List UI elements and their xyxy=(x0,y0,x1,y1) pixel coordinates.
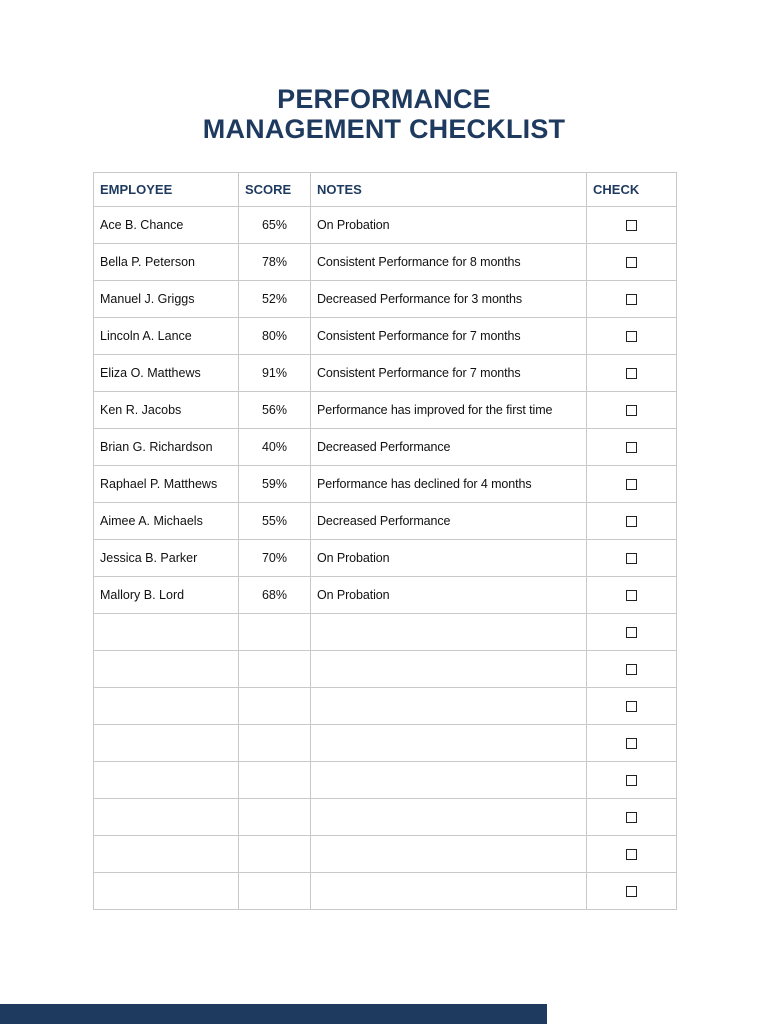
score-cell: 55% xyxy=(239,503,311,540)
table-row xyxy=(94,614,677,651)
check-cell xyxy=(587,577,677,614)
employee-cell: Ace B. Chance xyxy=(94,207,239,244)
notes-cell: Consistent Performance for 7 months xyxy=(311,318,587,355)
notes-cell: Performance has improved for the first time xyxy=(311,392,587,429)
employee-cell xyxy=(94,614,239,651)
check-cell xyxy=(587,540,677,577)
score-cell xyxy=(239,836,311,873)
employee-cell xyxy=(94,873,239,910)
score-cell: 91% xyxy=(239,355,311,392)
notes-cell: Consistent Performance for 7 months xyxy=(311,355,587,392)
check-cell xyxy=(587,503,677,540)
table-row xyxy=(94,429,677,466)
score-cell: 56% xyxy=(239,392,311,429)
title-line-1: PERFORMANCE xyxy=(277,84,491,114)
table-row xyxy=(94,355,677,392)
checkbox-icon[interactable] xyxy=(626,553,637,564)
table-row xyxy=(94,836,677,873)
table-row xyxy=(94,651,677,688)
employee-cell: Ken R. Jacobs xyxy=(94,392,239,429)
notes-cell: On Probation xyxy=(311,577,587,614)
score-cell: 40% xyxy=(239,429,311,466)
notes-cell xyxy=(311,725,587,762)
table-row xyxy=(94,540,677,577)
header-score: SCORE xyxy=(239,173,311,207)
score-cell xyxy=(239,799,311,836)
notes-cell xyxy=(311,614,587,651)
header-row xyxy=(94,173,677,207)
notes-cell: Decreased Performance xyxy=(311,503,587,540)
score-cell: 59% xyxy=(239,466,311,503)
check-cell xyxy=(587,207,677,244)
check-cell xyxy=(587,873,677,910)
score-cell: 65% xyxy=(239,207,311,244)
table-row xyxy=(94,207,677,244)
checkbox-icon[interactable] xyxy=(626,812,637,823)
table-row xyxy=(94,466,677,503)
score-cell: 52% xyxy=(239,281,311,318)
notes-cell: On Probation xyxy=(311,207,587,244)
employee-cell: Eliza O. Matthews xyxy=(94,355,239,392)
employee-cell xyxy=(94,762,239,799)
check-cell xyxy=(587,799,677,836)
check-cell xyxy=(587,281,677,318)
employee-cell: Raphael P. Matthews xyxy=(94,466,239,503)
table-row xyxy=(94,688,677,725)
table-row xyxy=(94,281,677,318)
table-row xyxy=(94,244,677,281)
table-row xyxy=(94,503,677,540)
checkbox-icon[interactable] xyxy=(626,257,637,268)
employee-cell: Lincoln A. Lance xyxy=(94,318,239,355)
table-body xyxy=(94,207,677,910)
notes-cell xyxy=(311,836,587,873)
notes-cell xyxy=(311,688,587,725)
checkbox-icon[interactable] xyxy=(626,331,637,342)
check-cell xyxy=(587,614,677,651)
check-cell xyxy=(587,244,677,281)
employee-cell: Bella P. Peterson xyxy=(94,244,239,281)
score-cell: 80% xyxy=(239,318,311,355)
notes-cell: Decreased Performance xyxy=(311,429,587,466)
employee-cell: Mallory B. Lord xyxy=(94,577,239,614)
employee-cell xyxy=(94,836,239,873)
employee-cell xyxy=(94,651,239,688)
title-line-2: MANAGEMENT CHECKLIST xyxy=(202,114,566,144)
notes-cell: On Probation xyxy=(311,540,587,577)
notes-cell xyxy=(311,651,587,688)
notes-cell xyxy=(311,762,587,799)
checkbox-icon[interactable] xyxy=(626,368,637,379)
check-cell xyxy=(587,466,677,503)
employee-cell: Brian G. Richardson xyxy=(94,429,239,466)
header-employee: EMPLOYEE xyxy=(94,173,239,207)
checkbox-icon[interactable] xyxy=(626,775,637,786)
checkbox-icon[interactable] xyxy=(626,886,637,897)
check-cell xyxy=(587,725,677,762)
checkbox-icon[interactable] xyxy=(626,590,637,601)
score-cell xyxy=(239,651,311,688)
employee-cell xyxy=(94,799,239,836)
checkbox-icon[interactable] xyxy=(626,405,637,416)
check-cell xyxy=(587,355,677,392)
score-cell xyxy=(239,688,311,725)
check-cell xyxy=(587,688,677,725)
checkbox-icon[interactable] xyxy=(626,516,637,527)
employee-cell: Aimee A. Michaels xyxy=(94,503,239,540)
score-cell xyxy=(239,762,311,799)
employee-cell: Jessica B. Parker xyxy=(94,540,239,577)
checkbox-icon[interactable] xyxy=(626,442,637,453)
checklist-table xyxy=(93,172,677,910)
table-row xyxy=(94,318,677,355)
checkbox-icon[interactable] xyxy=(626,738,637,749)
score-cell: 70% xyxy=(239,540,311,577)
document-title xyxy=(0,84,768,144)
checkbox-icon[interactable] xyxy=(626,664,637,675)
checkbox-icon[interactable] xyxy=(626,701,637,712)
notes-cell xyxy=(311,873,587,910)
table-row xyxy=(94,873,677,910)
score-cell: 68% xyxy=(239,577,311,614)
employee-cell xyxy=(94,688,239,725)
checkbox-icon[interactable] xyxy=(626,627,637,638)
score-cell xyxy=(239,725,311,762)
notes-cell: Consistent Performance for 8 months xyxy=(311,244,587,281)
table-row xyxy=(94,392,677,429)
notes-cell xyxy=(311,799,587,836)
check-cell xyxy=(587,651,677,688)
notes-cell: Performance has declined for 4 months xyxy=(311,466,587,503)
table-row xyxy=(94,762,677,799)
notes-cell: Decreased Performance for 3 months xyxy=(311,281,587,318)
score-cell xyxy=(239,873,311,910)
employee-cell xyxy=(94,725,239,762)
header-notes: NOTES xyxy=(311,173,587,207)
checkbox-icon[interactable] xyxy=(626,849,637,860)
check-cell xyxy=(587,429,677,466)
table-row xyxy=(94,577,677,614)
check-cell xyxy=(587,762,677,799)
footer-bar xyxy=(0,1004,547,1024)
checkbox-icon[interactable] xyxy=(626,220,637,231)
header-check: CHECK xyxy=(587,173,677,207)
check-cell xyxy=(587,392,677,429)
check-cell xyxy=(587,836,677,873)
score-cell xyxy=(239,614,311,651)
checkbox-icon[interactable] xyxy=(626,479,637,490)
check-cell xyxy=(587,318,677,355)
checkbox-icon[interactable] xyxy=(626,294,637,305)
table-row xyxy=(94,725,677,762)
score-cell: 78% xyxy=(239,244,311,281)
employee-cell: Manuel J. Griggs xyxy=(94,281,239,318)
table-row xyxy=(94,799,677,836)
